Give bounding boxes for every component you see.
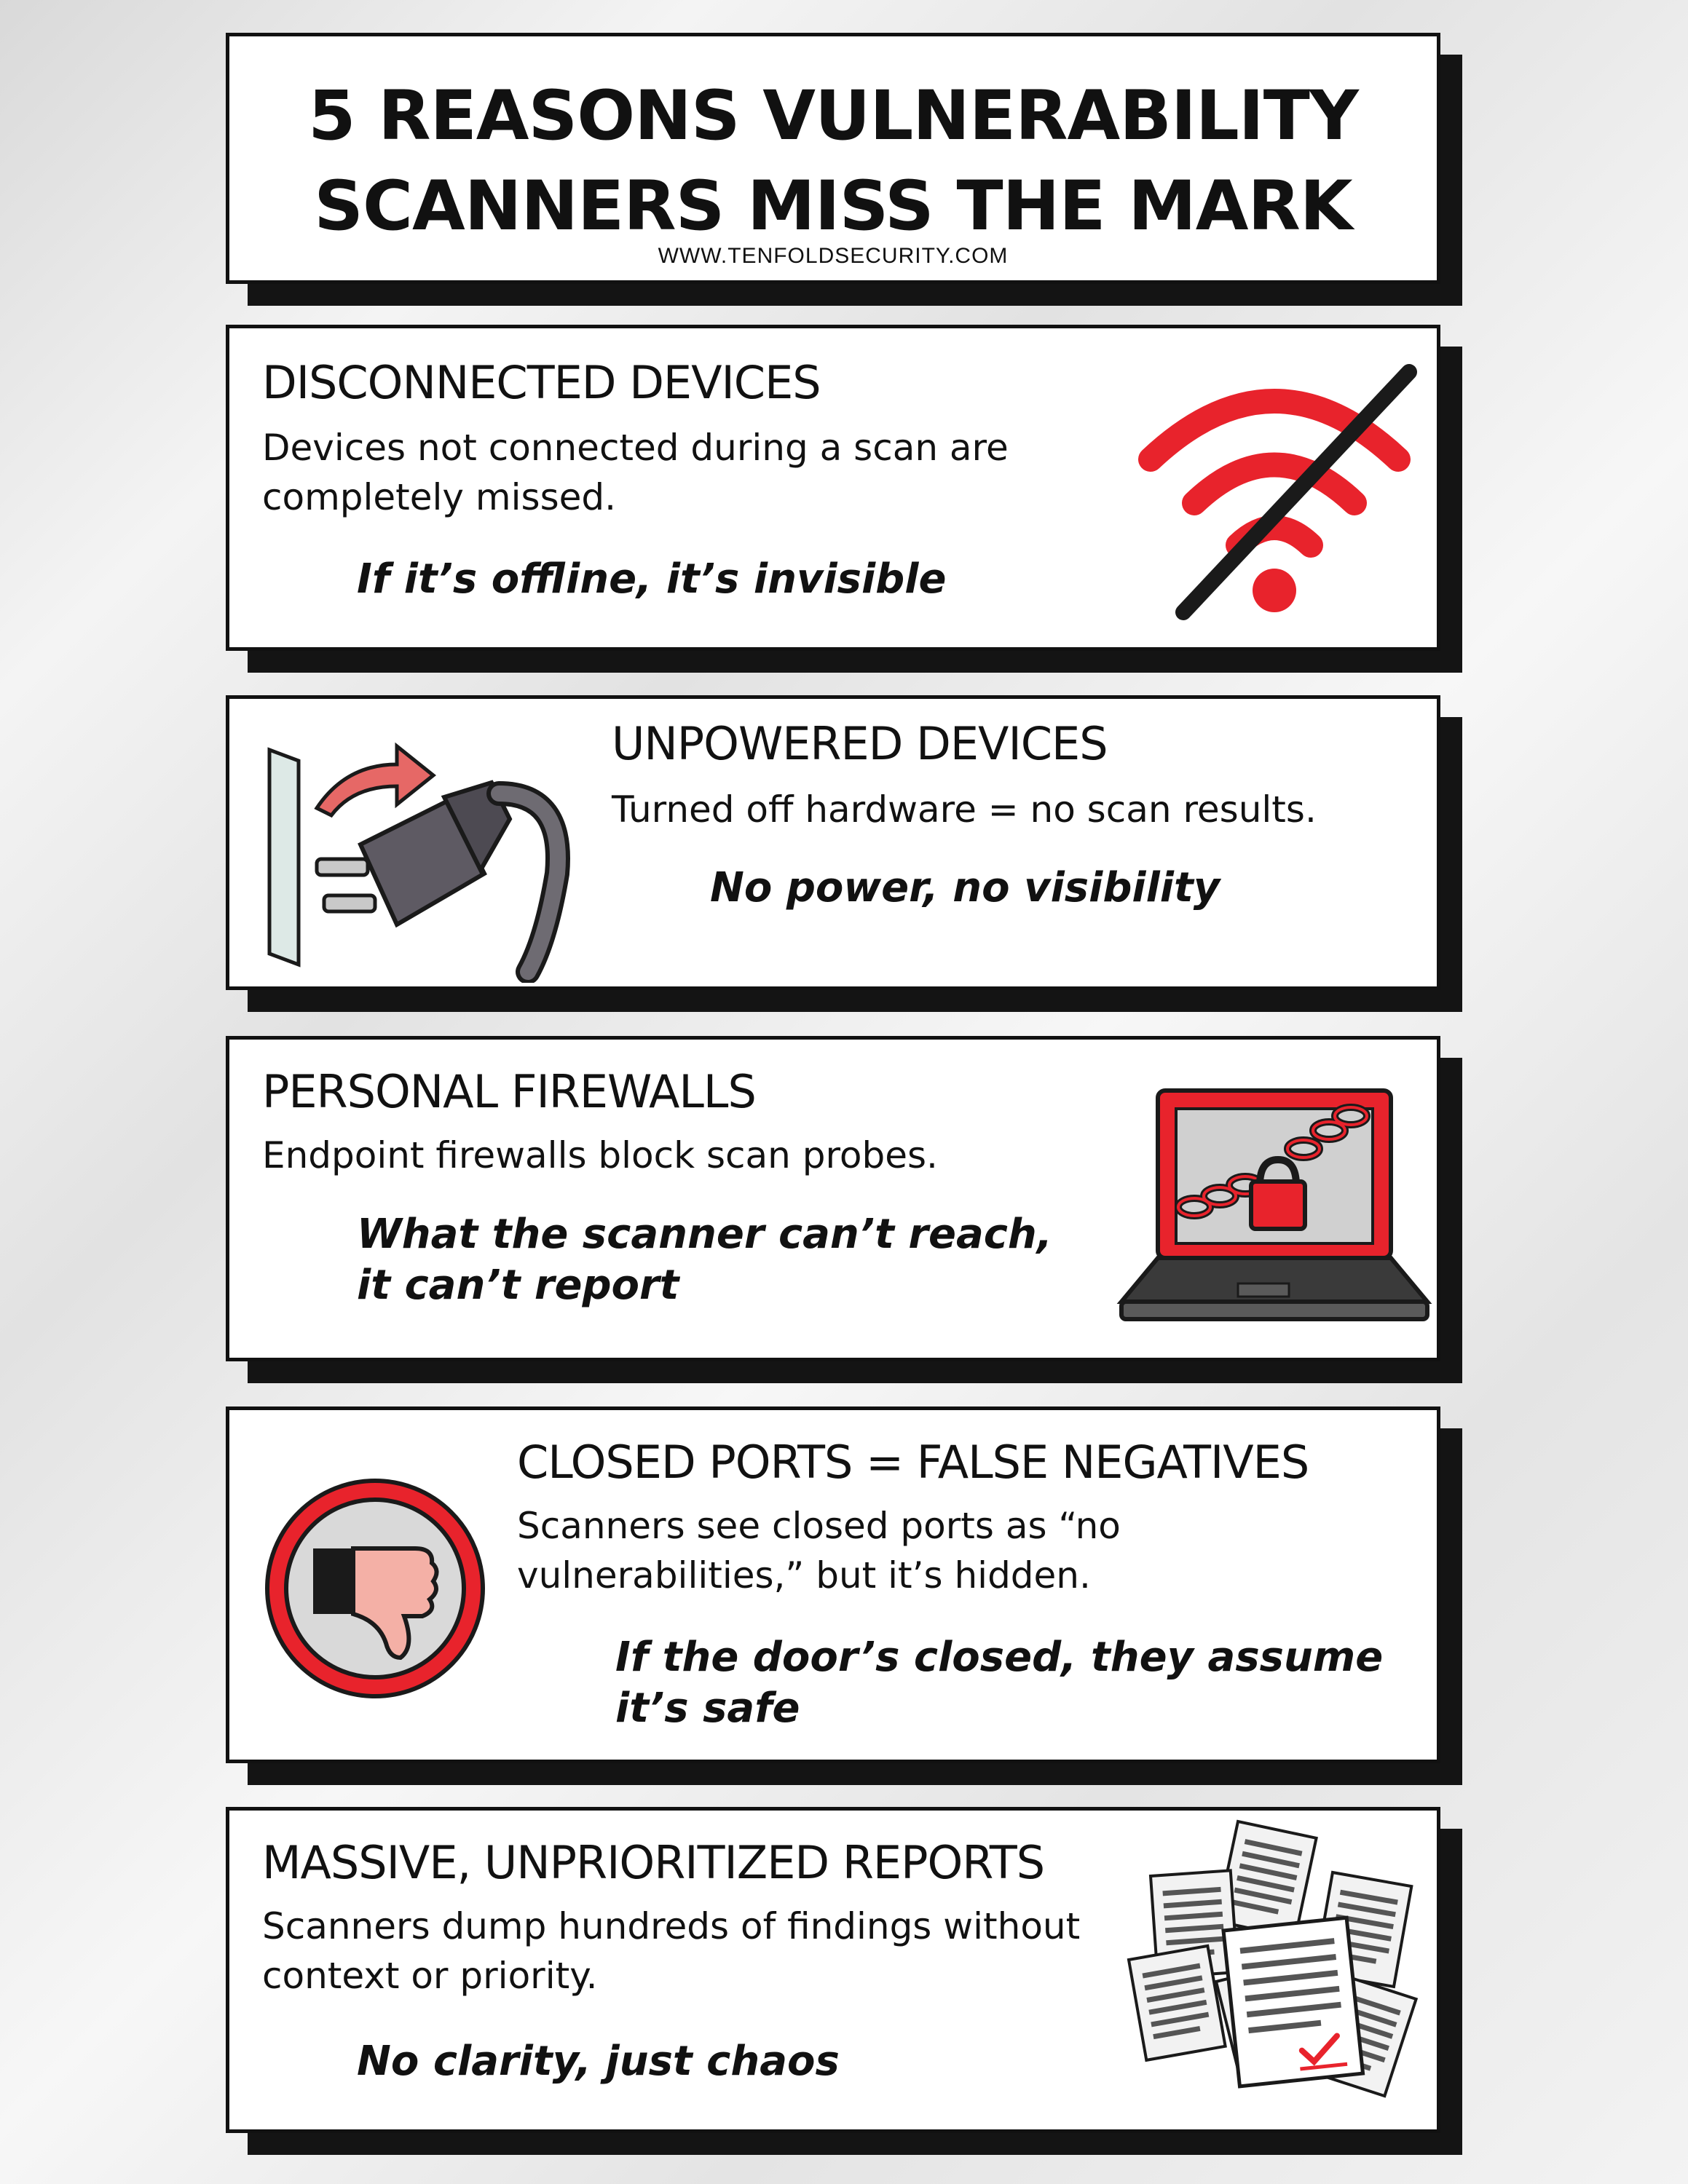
card-description: Turned off hardware = no scan results. [612,788,1317,831]
wifi-off-icon [1132,357,1424,627]
description-line-1: Devices not connected during a scan are [262,427,1009,469]
card-description: Endpoint firewalls block scan probes. [262,1134,938,1176]
description-line-2: vulnerabilities,” but it’s hidden. [517,1554,1091,1597]
description-line-1: Scanners dump hundreds of findings without [262,1905,1081,1947]
website-url[interactable]: WWW.TENFOLDSECURITY.COM [658,244,1009,268]
card-heading: UNPOWERED DEVICES [612,717,1108,770]
reason-card-firewalls [226,1036,1440,1361]
description-line-2: completely missed. [262,476,617,518]
reason-card-disconnected [226,325,1440,651]
card-description [262,1902,1080,2001]
card-tagline [357,1209,1052,1311]
thumbs-down-icon [259,1472,492,1705]
unplugged-plug-icon [259,721,579,983]
description-line-2: context or priority. [262,1955,598,1997]
title-line-1: 5 REASONS VULNERABILITY [308,76,1358,156]
card-tagline: No power, no visibility [710,864,1220,911]
reason-card-closed-ports [226,1406,1440,1763]
title-card [226,33,1440,284]
tagline-line-1: What the scanner can’t reach, [357,1211,1053,1258]
card-description [262,423,1009,522]
card-heading: CLOSED PORTS = FALSE NEGATIVES [517,1436,1309,1489]
reason-card-reports [226,1807,1440,2133]
page-title [229,71,1437,252]
tagline-line-2: it’s safe [615,1685,800,1732]
tagline-line-1: If the door’s closed, they assume [615,1634,1384,1681]
locked-laptop-icon [1114,1083,1435,1338]
tagline-line-2: it can’t report [357,1262,679,1309]
card-tagline [615,1632,1383,1734]
reason-card-unpowered [226,695,1440,990]
card-heading: MASSIVE, UNPRIORITIZED REPORTS [262,1836,1045,1889]
card-tagline: No clarity, just chaos [357,2038,840,2085]
card-heading: DISCONNECTED DEVICES [262,356,821,409]
card-heading: PERSONAL FIREWALLS [262,1065,756,1118]
card-tagline: If it’s offline, it’s invisible [357,555,947,603]
document-pile-icon [1121,1814,1427,2098]
title-line-2: SCANNERS MISS THE MARK [314,167,1352,246]
card-description [517,1501,1121,1600]
description-line-1: Scanners see closed ports as “no [517,1505,1121,1547]
